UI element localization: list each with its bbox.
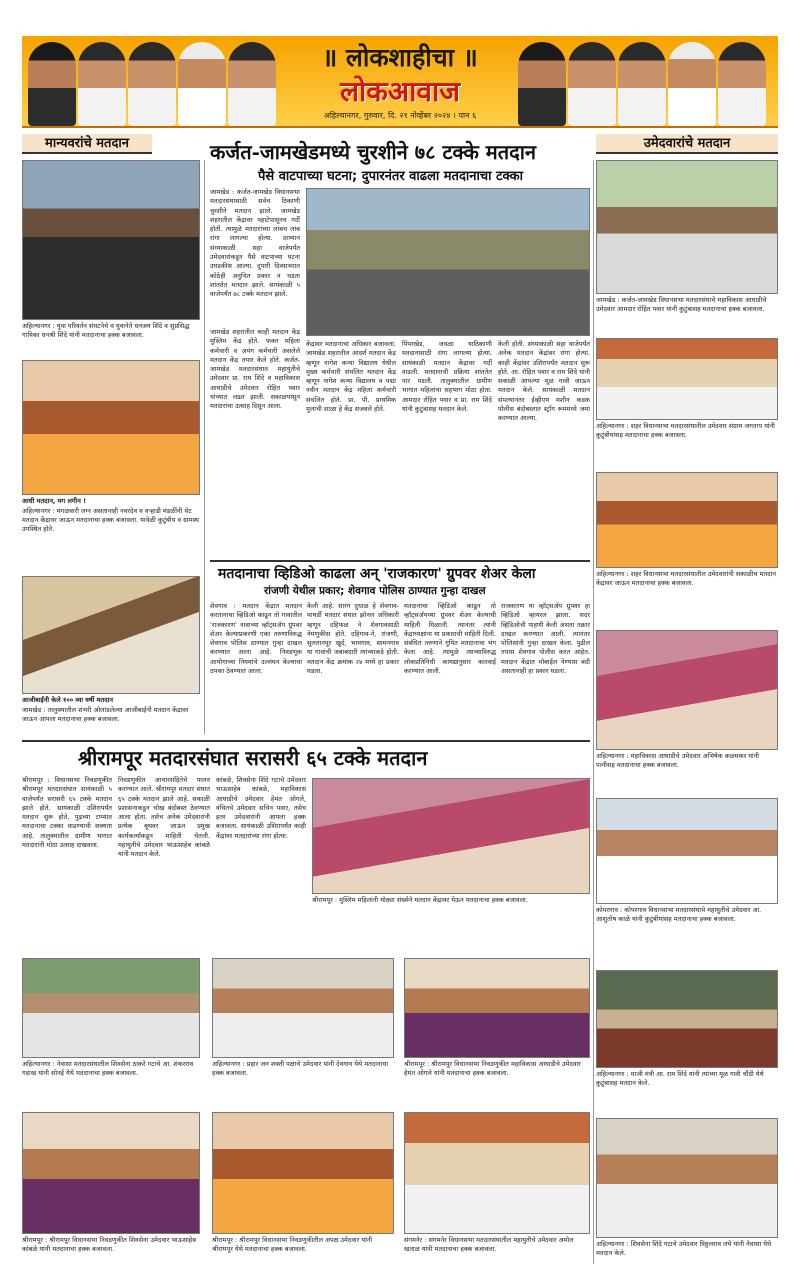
story3-column-2: निवडणुकीत आचारसंहितेचे पालन करण्यात आले. श्रीरामपूर मतदार संघात ६५ टक्के मतदान झाले आहे. सकाळी प्रशासनाकडून चोख बंदोबस्त ठेवण्यात आला होता. तसेच अनेक उमेदवारांनी प्रत्येक बूथवर जाऊन प्रमुख कार्यकर्त्यांकडून माहिती घेतली. महायुतीचे उमेदवार भाऊसाहेब कांबळे यांनी मतदान केले.: [118, 776, 210, 859]
story1-column-5: केली होती. संध्याकाळी सहा वाजेपर्यंत अनेक मतदान केंद्रांवर रांगा होत्या. काही केंद्रांवर उशिरापर्यंत मतदान सुरू होते. आ. रोहित पवार व राम शिंदे यांनी सकाळी आपल्या मूळ गावी जाऊन मतदान केले. सायंकाळी मतदान संपल्यानंतर ईव्हीएम मशीन कडक पोलीस बंदोबस्तात स्ट्रॉंग रूममध्ये जमा करण्यात आल्या.: [498, 340, 590, 423]
photo-amol-khatal: [404, 1112, 590, 1234]
caption-bottom-3: श्रीरामपूर : श्रीरामपूर विधानसभा निवडणुकीत महाविकास आघाडीचे उमेदवार हेमंत ओगले यांनी मतदानाचा हक्क बजावला.: [404, 1060, 581, 1077]
caption-left-3: जामखेड : तालुक्यातील शंभरी ओलांडलेल्या आजीबाईंनी मतदान केंद्रावर जाऊन आपला मतदानाचा हक्क बजावला.: [22, 706, 189, 723]
story3-headline: श्रीरामपूर मतदारसंघात सरासरी ६५ टक्के मतदान: [78, 746, 428, 770]
leader-portrait: [518, 42, 566, 126]
photo-prahar-candidate: [212, 958, 394, 1058]
photo-sangram-jagtap: [596, 338, 778, 420]
photo-abhishek-kalamkar-couple: [596, 630, 778, 750]
story2-column-3: मतदानाचा व्हिडिओ काढून तो व्हॉट्सअ‍ॅपच्या ग्रुपवर शेअर केल्याची माहिती मिळाली. त्यानंतर त्यांनी केंद्राध्यक्षांना या प्रकाराची माहिती दिली. संबंधित तरुणाने गुपित मतदानाचा भंग केला आहे. त्यामुळे त्याच्याविरुद्ध लोकप्रतिनिधी कायद्यानुसार कारवाई करण्यात आली.: [404, 602, 496, 676]
leader-portrait: [178, 42, 226, 126]
photo-dhananjay-dhanashree-shinde: [22, 160, 200, 320]
photo-bhausaheb-kamble: [22, 1112, 200, 1234]
story2-subhead: रांजणी येथील प्रकार; शेवगाव पोलिस ठाण्यात गुन्हा दाखल: [264, 585, 486, 597]
caption-right-5: कोपरगाव : कोपरगाव विधानसभा मतदारसंघाचे महायुतीचे उमेदवार आ. आशुतोष काळे यांनी कुटुंबीयांसह मतदानाचा हक्क बजावला.: [596, 906, 762, 923]
caption-left-1: अहिल्यानगर : युवा परिवर्तन संघटनेचे व युवानेते धनंजय शिंदे व सुप्रसिद्ध गायिका धनश्री शिंदे यांनी मतदानाचा हक्क बजावला.: [22, 322, 190, 339]
caption-bottom-7: श्रीरामपूर : मुस्लिम महिलांनी मोठ्या संख्येने मतदान केंद्रावर येऊन मतदानाचा हक्क बजावला.: [312, 896, 528, 904]
leader-portrait: [128, 42, 176, 126]
caption-right-6: अहिल्यानगर : माजी मंत्री आ. राम शिंदे यांनी त्यांच्या मूळ गावी चौंडी येथे कुटुंबासह मतदान केले.: [596, 1070, 764, 1087]
divider: [210, 560, 590, 562]
newspaper-page: [22, 36, 778, 1268]
caption-left-2-title: आधी मतदान, मग लगीन !: [22, 497, 87, 505]
leader-portrait: [228, 42, 276, 126]
photo-independent-candidate: [212, 1112, 394, 1234]
caption-right-3: अहिल्यानगर : शहर विधानसभा मतदारसंघातील उमेदवारांनी सकाळीच मतदान केंद्रावर जाऊन मतदानाचा हक्क बजावला.: [596, 570, 776, 587]
caption-bottom-2: अहिल्यानगर : प्रहार जन शक्ती पक्षाचे उमेदवार यांनी देवगाव येथे मतदानाचा हक्क बजावला.: [212, 1060, 389, 1077]
caption-bottom-6: संगमनेर : संगमनेर विधानसभा मतदारसंघातील महायुतीचे उमेदवार अमोल खताळ यांनी मतदानाचा हक्क बजावला.: [404, 1236, 574, 1253]
caption-right-1: जामखेड : कर्जत-जामखेड विधानसभा मतदारसंघाचे महाविकास आघाडीचे उमेदवार आमदार रोहित पवार यांनी कुटुंबासह मतदानाचा हक्क बजावला.: [596, 296, 767, 313]
masthead-title-line2: लोकआवाज: [340, 75, 460, 108]
caption-right-7: अहिल्यानगर : शिवसेना शिंदे गटाचे उमेदवार विठ्ठलराव लंघे यांनी नेवासा येथे मतदान केले.: [596, 1240, 772, 1257]
story1-column-4: पिंपरखेड, जवळा याठिकाणी मतदानासाठी रांगा लागल्या होत्या. सायंकाळी मतदान केंद्रावर गर्दी वाढली. मतदानाची प्रक्रिया शांततेत पार पडली. तालुक्यातील ग्रामीण भागात महिलांचा सहभाग मोठा होता. आमदार रोहित पवार व प्रा. राम शिंदे यांनी कुटुंबासह मतदान केले.: [402, 340, 492, 414]
caption-right-4: अहिल्यानगर : महाविकास आघाडीचे उमेदवार अभिषेक कळमकर यांनी पत्नीसह मतदानाचा हक्क बजावला.: [596, 752, 759, 769]
photo-ram-shinde-family: [596, 970, 778, 1068]
caption-left-2: अहिल्यानगर : मंगळवारी लग्न असतानाही नवरदेव व वऱ्हाडी मंडळींनी थेट मतदान केंद्रावर जाऊन मतदानाचा हक्क बजावला. यावेळी कुटुंबीय व ग्रामस्थ उपस्थित होते.: [22, 507, 199, 533]
leader-portrait: [668, 42, 716, 126]
story1-subhead: पैसे वाटपाच्या घटना; दुपारनंतर वाढला मतदानाचा टक्का: [258, 169, 523, 184]
photo-hemant-ogale: [404, 958, 590, 1058]
masthead: [22, 36, 778, 128]
leader-portraits-left: [28, 42, 276, 128]
photo-candidates-voting: [596, 472, 778, 568]
caption-bottom-5: श्रीरामपूर : श्रीरामपूर विधानसभा निवडणुकीतील अपक्ष उमेदवार यांनी श्रीरामपूर येथे मतदानाचा हक्क बजावला.: [212, 1236, 373, 1253]
leader-portrait: [568, 42, 616, 126]
column-rule: [204, 160, 205, 734]
story1-column-1: जामखेड : कर्जत-जामखेड विधानसभा मतदारसंघासाठी सर्वच ठिकाणी चुरशीने मतदान झाले. जामखेड शहरातील केंद्रावर पहाटेपासूनच गर्दी होती. त्यामुळे मतदारांच्या लांबच लांब रांगा लागल्या होत्या. दरम्यान संध्याकाळी सहा वाजेपर्यंत उमेदवारांकडून पैसे वाटपाच्या घटना उघडकीस आल्या. दुपारी दिवसभरात कोठेही अनुचित प्रकार न घडता शांततेत मतदान झाले. सायंकाळी ५ वाजेपर्यंत ७८ टक्के मतदान झाले.: [210, 188, 300, 299]
photo-rohit-pawar-family: [596, 160, 778, 294]
story2-column-4: राजकारण या व्हॉट्सअ‍ॅप ग्रुपवर हा व्हिडिओ व्हायरल झाला. सदर व्हिडिओची पाहणी केली असता तक्रार दाखल करण्यात आली. त्यानंतर पोलिसांनी गुन्हा दाखल केला. पुढील तपास शेवगाव पोलीस करत आहेत. मतदान केंद्रात मोबाईल नेण्यास बंदी असतानाही हा प्रकार घडला.: [501, 602, 590, 676]
leader-portrait: [618, 42, 666, 126]
caption-bottom-1: अहिल्यानगर : नेवासा मतदारसंघातील शिवसेना ठाकरे गटाचे आ. शंकरराव गडाख यांनी सोनई येथे मतदानाचा हक्क बजावला.: [22, 1060, 194, 1077]
photo-voter-queue: [306, 188, 590, 336]
divider: [22, 740, 590, 742]
story2-column-1: शेवगाव : मतदान केंद्रात मतदान करतानाचा व्हिडिओ काढून तो गावातील 'राजकारण' नावाच्या व्हॉट्सअ‍ॅप ग्रुपवर शेअर केल्याप्रकरणी एका तरुणाविरुद्ध शेवगाव पोलिस ठाण्यात गुन्हा दाखल करण्यात आला आहे. निवडणूक आयोगाच्या नियमांचे उल्लंघन केल्याचा ठपका ठेवण्यात आला.: [210, 602, 302, 676]
photo-centenarian-voter: [22, 576, 200, 694]
column-rule: [593, 160, 594, 1264]
story1-column-3: केंद्रावर मतदानाचा अधिकार बजावला. जामखेड शहरातील आदर्श मतदान केंद्र म्हणून नागेश कन्या विद्यालय येथील मुख्य कर्मचारी संचलित मतदान केंद्र म्हणून नागेश कन्या विद्यालय व पद्मा नवीन मतदान केंद्र महिला कर्मचारी संचलित होते. प्रा. पी. प्राथमिक मुलांची शाळा हे केंद्र सजवले होते.: [306, 340, 396, 414]
photo-vitthalrao-langhe: [596, 1118, 778, 1238]
leader-portrait: [78, 42, 126, 126]
story3-column-1: श्रीरामपूर : विधानसभा निवडणुकीत श्रीरामपूर मतदारसंघात सायंकाळी ५ वाजेपर्यंत सरासरी ६५ टक्के मतदान झाले होते. सायंकाळी उशिरापर्यंत मतदान सुरू होते. पुढच्या टप्प्यात मतदानाचा टक्का वाढण्याची शक्यता आहे. तालुक्यातील ग्रामीण भागात मतदारांनी मोठा उत्साह दाखवला.: [22, 776, 112, 850]
photo-ashutosh-kale-family: [596, 798, 778, 904]
caption-left-3-title: आजीबाईंनी केले १०० व्या वर्षी मतदान: [22, 696, 113, 704]
masthead-title: [292, 40, 508, 122]
caption-right-2: अहिल्यानगर : शहर विधानसभा मतदारसंघातील उमेदवार संग्राम जगताप यांनी कुटुंबीयांसह मतदानाचा हक्क बजावला.: [596, 422, 775, 439]
leader-portraits-right: [518, 42, 766, 128]
masthead-title-line1: ॥ लोकशाहीचा ॥: [322, 43, 478, 72]
photo-groom-voting: [22, 360, 200, 495]
leader-portrait: [718, 42, 766, 126]
section-heading-right: उमेदवारांचे मतदान: [596, 134, 778, 154]
photo-muslim-women-voters: [312, 778, 590, 894]
story2-headline: मतदानाचा व्हिडिओ काढला अन् 'राजकारण' ग्रुपवर शेअर केला: [218, 566, 536, 582]
story1-headline: कर्जत-जामखेडमध्ये चुरशीने ७८ टक्के मतदान: [210, 140, 537, 164]
story3-column-3: कांबळे, शिवसेना शिंदे गटाचे उमेदवार भाऊसाहेब कांबळे, महाविकास आघाडीचे उमेदवार हेमंत ओगले, वंचितचे उमेदवार सचिन पवार, तसेच इतर उमेदवारांनी आपला हक्क बजावला. सायंकाळी उशिरापर्यंत काही केंद्रांवर मतदारांच्या रांगा होत्या.: [216, 776, 306, 840]
story1-column-2: जामखेड शहरातील काही मतदान केंद्र मुस्लिम केंद्र होते. फक्त महिला कर्मचारी व अपंग कर्मचारी असलेले मतदान केंद्र तयार केले होते. कर्जत-जामखेड मतदारसंघात महायुतीचे उमेदवार प्रा. राम शिंदे व महाविकास आघाडीचे उमेदवार रोहित पवार यांच्यात लढत झाली. सकाळपासून मतदारांचा उत्साह दिसून आला.: [210, 328, 300, 411]
story2-column-2: केली आहे. सारंग दुधाळ हे शेवगाव-पाथर्डी मतदार संघात झोनल अधिकारी म्हणून दहिफळ ने शेवगावसाठी नेमणुकीस होते. दहिगाव-ने, रांजणी, सुलतानपूर खुर्द, भायगाव, सामनगाव या गावांची जबाबदारी त्यांच्याकडे होती. मतदान केंद्र क्रमांक २४ मध्ये हा प्रकार घडला.: [307, 602, 399, 676]
section-heading-left: मान्यवरांचे मतदान: [22, 134, 152, 154]
masthead-dateline: अहिल्यानगर, गुरुवार, दि. २१ नोव्हेंबर २०२४ । पान ६: [323, 111, 477, 120]
leader-portrait: [28, 42, 76, 126]
photo-shankarrao-gadakh: [22, 958, 200, 1058]
caption-bottom-4: श्रीरामपूर : श्रीरामपूर विधानसभा निवडणुकीत शिवसेना उमेदवार भाऊसाहेब कांबळे यांनी मतदानाचा हक्क बजावला.: [22, 1236, 196, 1253]
